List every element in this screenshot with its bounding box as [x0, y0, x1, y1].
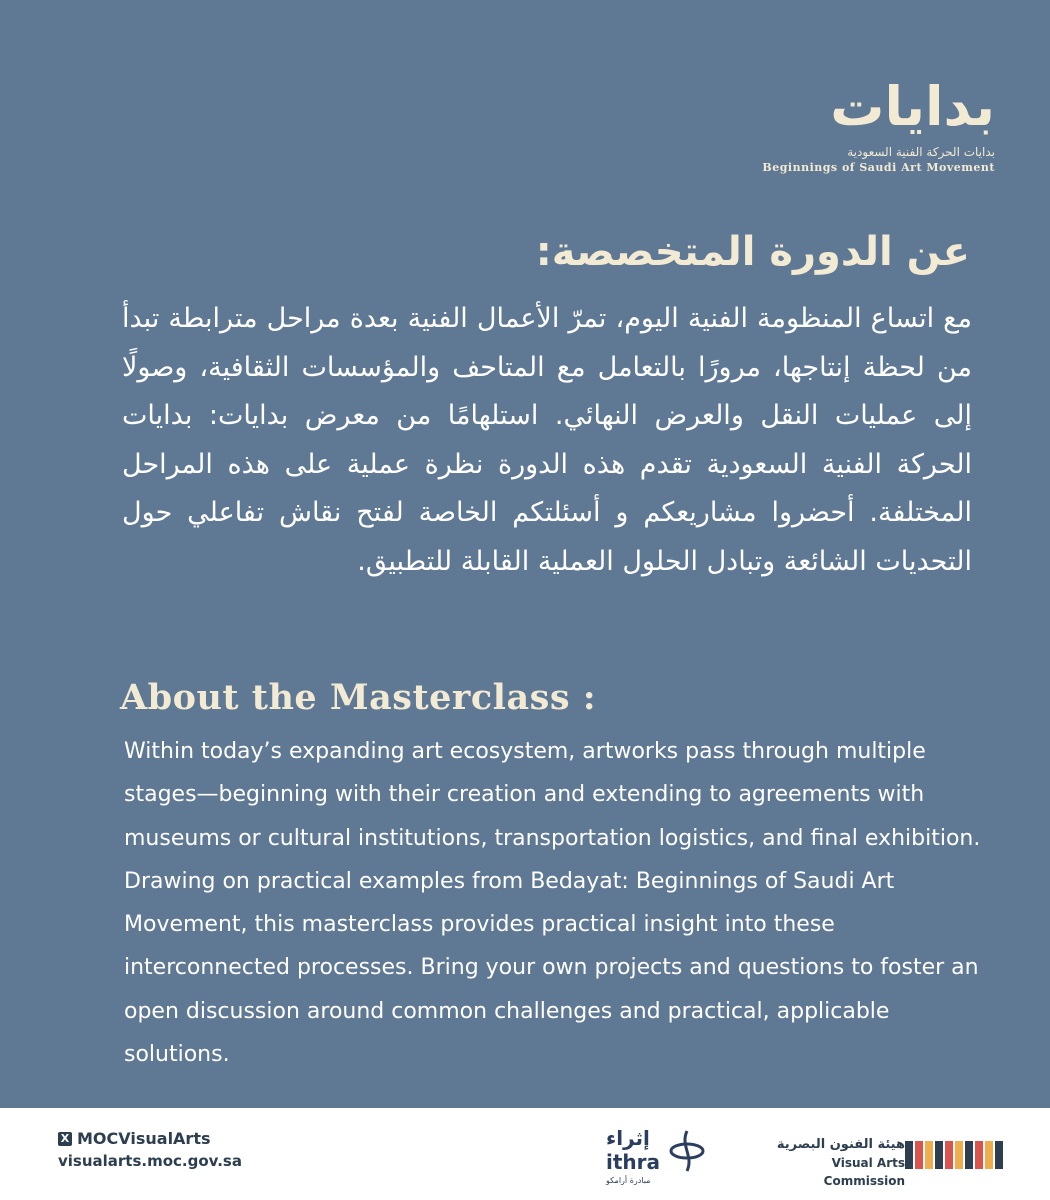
english-body: Within today’s expanding art ecosystem, artworks pass through multiple stages—beginning with their creation and extending to agreements with museums or cultural institutions, transportation logistics, and final exhibition. Drawing on practical examples from Bedayat: Beginnings of Saudi Art Movement, this masterclass provides practical insight into these interconnected processes. Bring your own projects and questions to foster an open discussion around common challenges and practical, applicable solutions.: [124, 739, 981, 1068]
vac-mark-icon: [905, 1136, 1005, 1176]
ithra-logo: [600, 1118, 720, 1193]
english-heading: About the Masterclass :: [120, 677, 597, 718]
vac-name-ar: هيئة الفنون البصرية: [776, 1137, 905, 1152]
logo-subtitle-en: Beginnings of Saudi Art Movement: [762, 161, 995, 174]
arabic-body: مع اتساع المنظومة الفنية اليوم، تمرّ الأعمال الفنية بعدة مراحل مترابطة تبدأ من لحظة إنتاجها، مرورًا بالتعامل مع المتاحف والمؤسسات الثقافية، وصولًا إلى عمليات النقل والعرض النهائي. استلهامًا من معرض بدايات: بدايات الحركة الفنية السعودية تقدم هذه الدورة نظرة عملية على هذه المراحل المختلفة. أحضروا مشاريعكم و أسئلتكم الخاصة لفتح نقاش تفاعلي حول التحديات الشائعة وتبادل الحلول العملية القابلة للتطبيق.: [122, 303, 972, 577]
ithra-subtitle: مبادرة أرامكو: [606, 1176, 651, 1185]
vac-name-en: Visual Arts Commission: [823, 1156, 905, 1188]
ithra-mark-icon: [662, 1126, 712, 1176]
ithra-name-ar: إثراء: [606, 1126, 650, 1150]
social-block: [58, 1128, 242, 1172]
logo-title-ar: بدايات: [830, 75, 995, 138]
footer: [0, 1108, 1050, 1200]
social-handle: MOCVisualArts: [77, 1129, 211, 1148]
ithra-name-en: ithra: [606, 1150, 661, 1174]
vac-logo: [755, 1136, 905, 1190]
arabic-heading: عن الدورة المتخصصة:: [535, 229, 970, 275]
social-handle-row[interactable]: [58, 1128, 242, 1150]
bedayat-logo: [750, 72, 995, 176]
x-icon: X: [58, 1132, 72, 1146]
logo-subtitle-ar: بدايات الحركة الفنية السعودية: [847, 145, 995, 159]
website-link[interactable]: visualarts.moc.gov.sa: [58, 1152, 242, 1170]
